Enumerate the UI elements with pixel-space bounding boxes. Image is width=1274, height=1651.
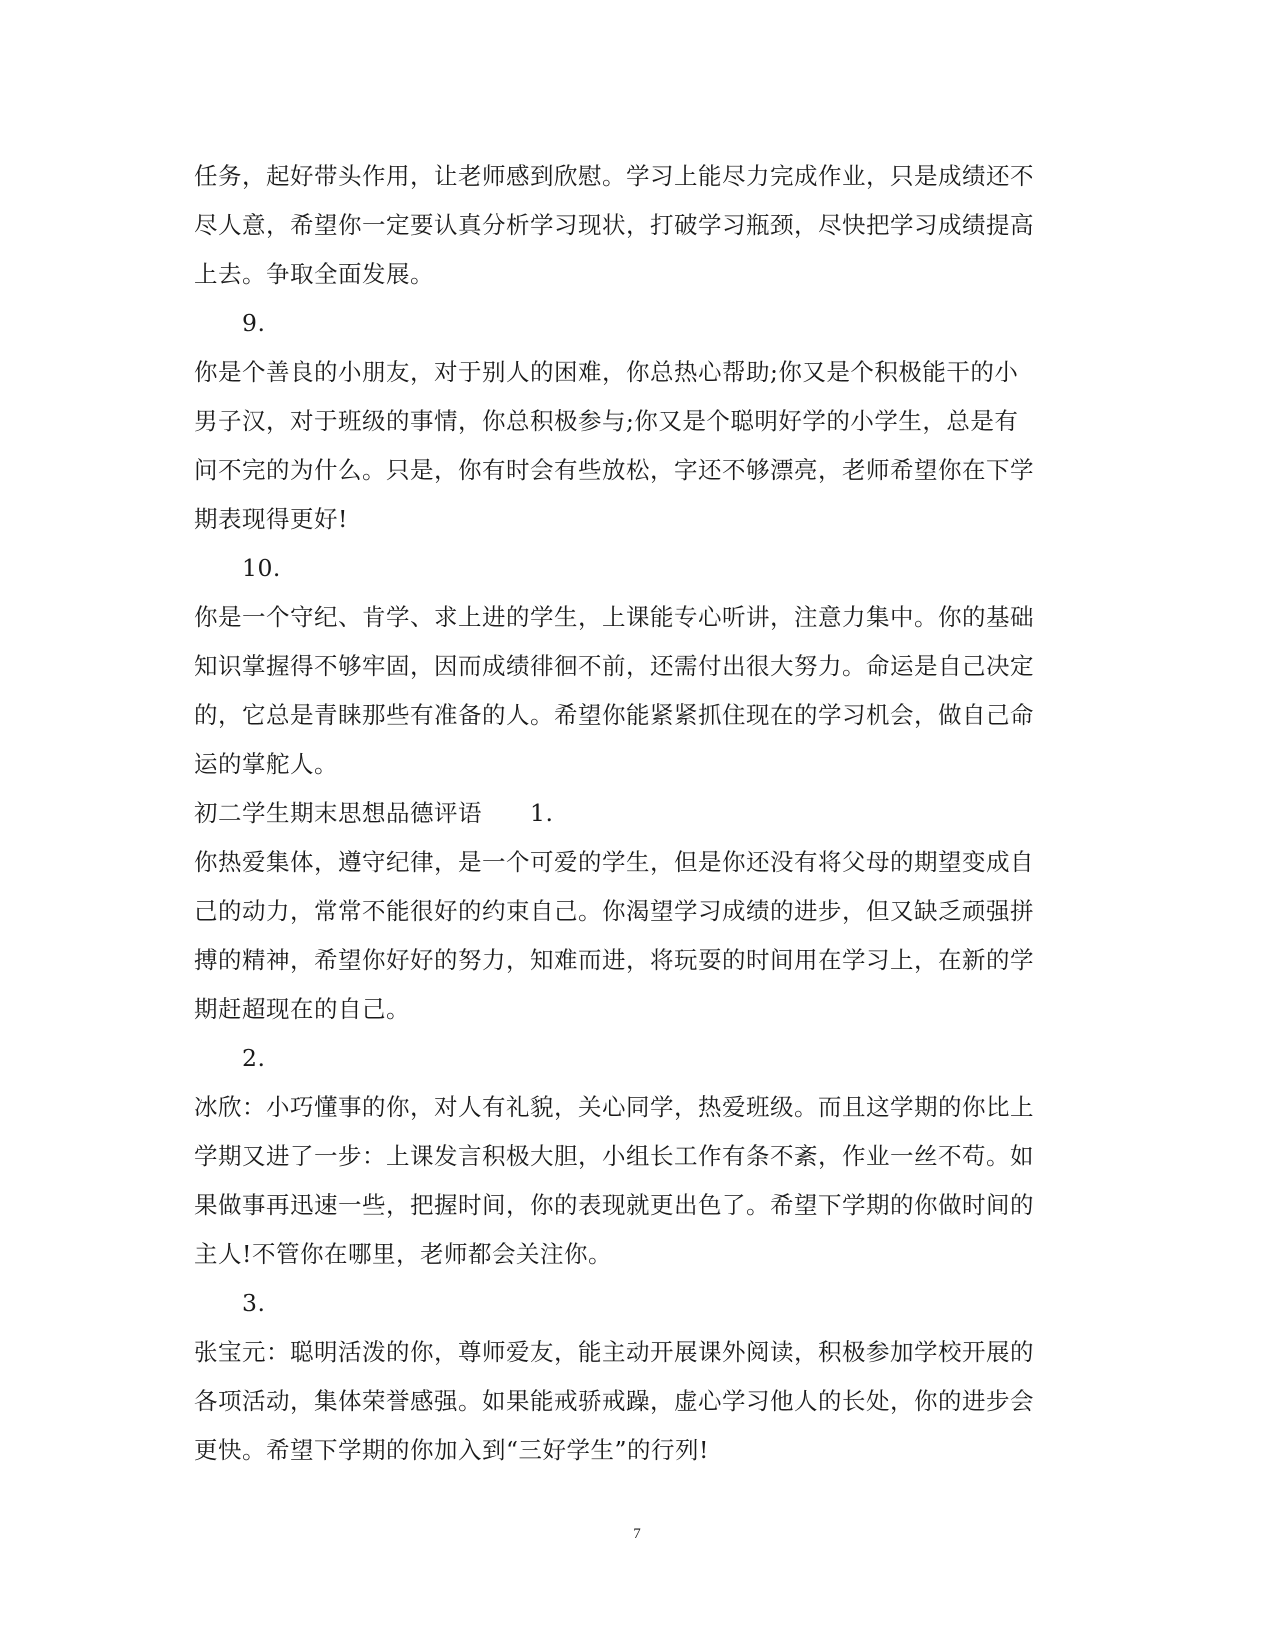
text-line: 你是个善良的小朋友，对于别人的困难，你总热心帮助;你又是个积极能干的小 [194, 358, 1019, 386]
item-number: 10. [242, 554, 281, 582]
section-heading [194, 789, 1074, 838]
text-line: 尽人意，希望你一定要认真分析学习现状，打破学习瓶颈，尽快把学习成绩提高 [194, 211, 1034, 239]
page-number: 7 [633, 1526, 641, 1542]
text-line: 各项活动，集体荣誉感强。如果能戒骄戒躁，虚心学习他人的长处，你的进步会 [194, 1387, 1034, 1415]
text-line: 张宝元：聪明活泼的你，尊师爱友，能主动开展课外阅读，积极参加学校开展的 [194, 1338, 1034, 1366]
text-line: 果做事再迅速一些，把握时间，你的表现就更出色了。希望下学期的你做时间的 [194, 1191, 1034, 1219]
text-line: 你热爱集体，遵守纪律，是一个可爱的学生，但是你还没有将父母的期望变成自 [194, 848, 1034, 876]
document-body [194, 152, 1074, 1475]
text-line: 知识掌握得不够牢固，因而成绩徘徊不前，还需付出很大努力。命运是自己决定 [194, 652, 1034, 680]
text-line: 男子汉，对于班级的事情，你总积极参与;你又是个聪明好学的小学生，总是有 [194, 407, 1019, 435]
text-line: 更快。希望下学期的你加入到“三好学生”的行列! [194, 1436, 709, 1464]
text-line: 期表现得更好! [194, 505, 348, 533]
text-line: 主人!不管你在哪里，老师都会关注你。 [194, 1240, 612, 1268]
text-line: 的，它总是青睐那些有准备的人。希望你能紧紧抓住现在的学习机会，做自己命 [194, 701, 1034, 729]
text-line: 己的动力，常常不能很好的约束自己。你渴望学习成绩的进步，但又缺乏顽强拼 [194, 897, 1034, 925]
text-line: 问不完的为什么。只是，你有时会有些放松，字还不够漂亮，老师希望你在下学 [194, 456, 1034, 484]
item-number: 3. [242, 1289, 266, 1317]
text-line: 冰欣：小巧懂事的你，对人有礼貌，关心同学，热爱班级。而且这学期的你比上 [194, 1093, 1034, 1121]
section-title: 初二学生期末思想品德评语 [194, 799, 482, 827]
item-number: 9. [242, 309, 266, 337]
text-line: 运的掌舵人。 [194, 750, 338, 778]
item-number: 2. [242, 1044, 266, 1072]
text-line: 上去。争取全面发展。 [194, 260, 434, 288]
text-line: 任务，起好带头作用，让老师感到欣慰。学习上能尽力完成作业，只是成绩还不 [194, 162, 1034, 190]
text-line: 你是一个守纪、肯学、求上进的学生，上课能专心听讲，注意力集中。你的基础 [194, 603, 1034, 631]
text-line: 搏的精神，希望你好好的努力，知难而进，将玩耍的时间用在学习上，在新的学 [194, 946, 1034, 974]
text-line: 期赶超现在的自己。 [194, 995, 410, 1023]
text-line: 学期又进了一步：上课发言积极大胆，小组长工作有条不紊，作业一丝不苟。如 [194, 1142, 1034, 1170]
item-number: 1. [530, 799, 554, 827]
